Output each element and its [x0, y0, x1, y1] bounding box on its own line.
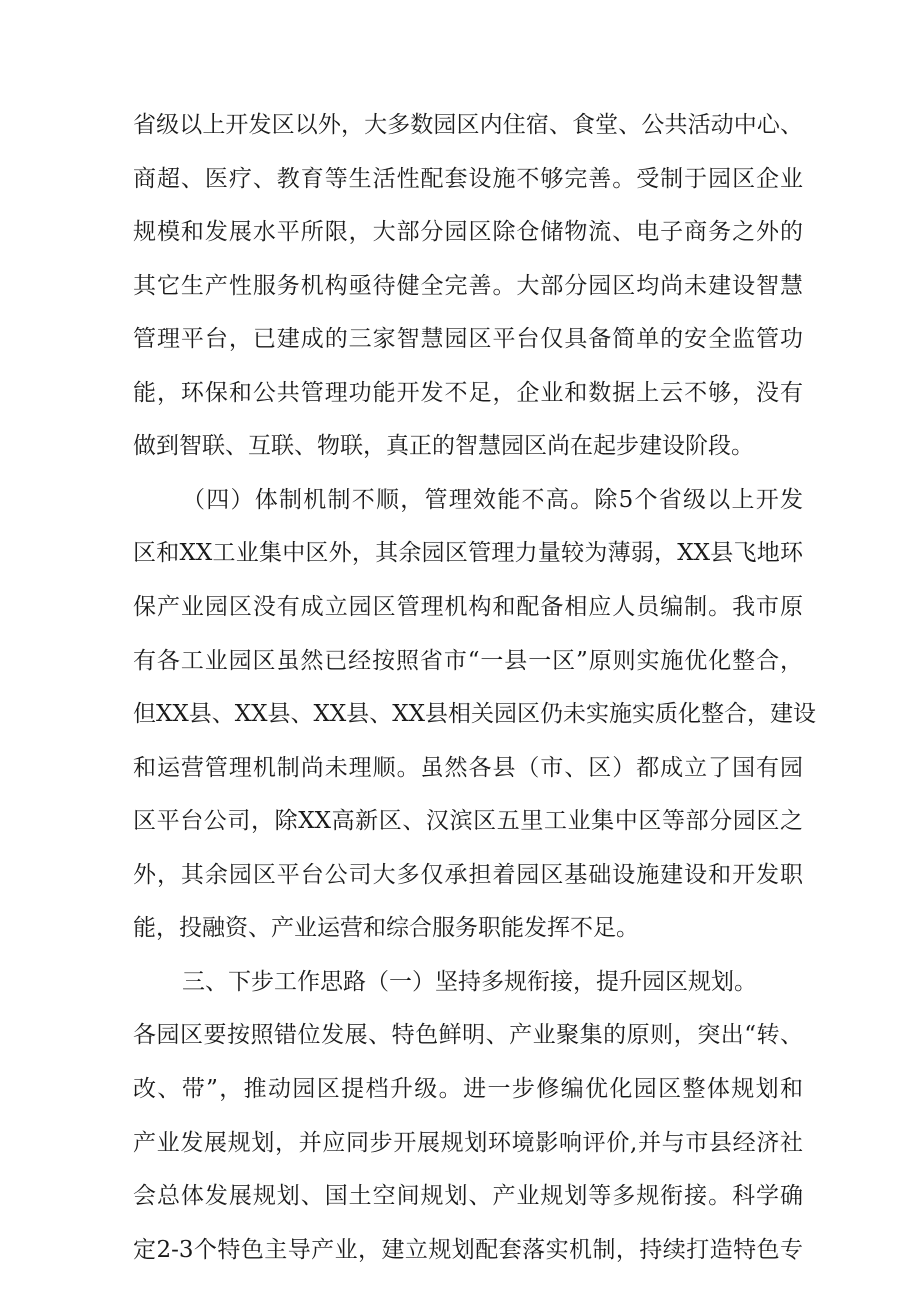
text-line-20: 产业发展规划，并应同步开展规划环境影响评价,并与市县经济社	[133, 1130, 803, 1156]
text-line-13: 和运营管理机制尚未理顺。虽然各县（市、区）都成立了国有园	[133, 755, 803, 781]
text-line-15: 外，其余园区平台公司大多仅承担着园区基础设施建设和开发职	[133, 862, 803, 888]
text-line-4: 其它生产性服务机构亟待健全完善。大部分园区均尚未建设智慧	[133, 273, 803, 299]
text-line-19: 改、带”，推动园区提档升级。进一步修编优化园区整体规划和	[133, 1076, 803, 1102]
text-line-2: 商超、医疗、教育等生活性配套设施不够完善。受制于园区企业	[133, 166, 803, 192]
text-line-1: 省级以上开发区以外，大多数园区内住宿、食堂、公共活动中心、	[133, 112, 803, 138]
text-line-12: 但XX县、XX县、XX县、XX县相关园区仍未实施实质化整合，建设	[133, 701, 816, 727]
text-line-3: 规模和发展水平所限，大部分园区除仓储物流、电子商务之外的	[133, 219, 803, 245]
paragraph-heading-4: （四）体制机制不顺，管理效能不高。除5个省级以上开发	[182, 487, 803, 513]
text-line-7: 做到智联、互联、物联，真正的智慧园区尚在起步建设阶段。	[133, 433, 754, 459]
text-line-5: 管理平台，已建成的三家智慧园区平台仅具备简单的安全监管功	[133, 326, 803, 352]
text-line-21: 会总体发展规划、国土空间规划、产业规划等多规衔接。科学确	[133, 1183, 803, 1209]
text-line-10: 保产业园区没有成立园区管理机构和配备相应人员编制。我市原	[133, 594, 803, 620]
section-heading-3: 三、下步工作思路（一）坚持多规衔接，提升园区规划。	[182, 969, 757, 995]
text-line-16: 能，投融资、产业运营和综合服务职能发挥不足。	[133, 915, 639, 941]
text-line-9: 区和XX工业集中区外，其余园区管理力量较为薄弱，XX县飞地环	[133, 540, 803, 566]
text-line-18: 各园区要按照错位发展、特色鲜明、产业聚集的原则，突出“转、	[133, 1022, 803, 1048]
text-line-11: 有各工业园区虽然已经按照省市“一县一区”原则实施优化整合，	[133, 648, 803, 674]
text-line-22: 定2-3个特色主导产业，建立规划配套落实机制，持续打造特色专	[133, 1237, 803, 1263]
text-line-14: 区平台公司，除XX高新区、汉滨区五里工业集中区等部分园区之	[133, 808, 803, 834]
text-line-6: 能，环保和公共管理功能开发不足，企业和数据上云不够，没有	[133, 380, 803, 406]
